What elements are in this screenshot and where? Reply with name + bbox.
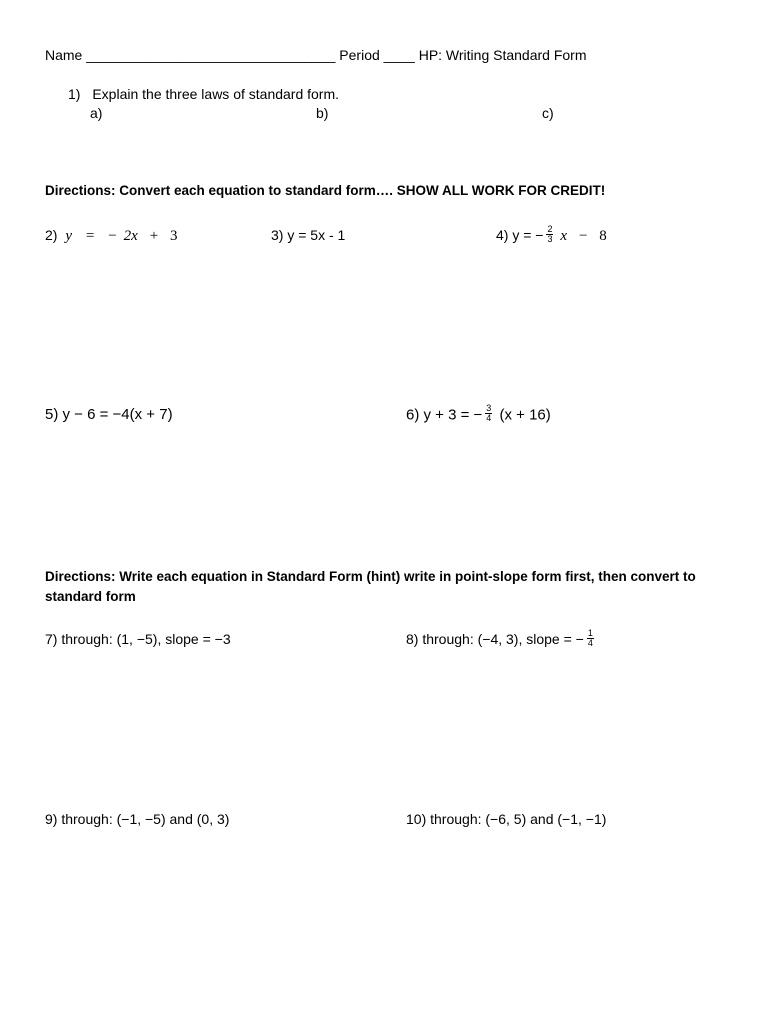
question-2 [45, 227, 178, 245]
question-6-fraction [485, 404, 492, 423]
question-6 [406, 403, 551, 425]
question-3: 3) y = 5x - 1 [271, 227, 346, 243]
section-2-directions-line-1: Directions: Write each equation in Standard Form (hint) write in point-slope form first, then convert to [45, 569, 696, 584]
question-5: 5) y − 6 = −4(x + 7) [45, 406, 173, 423]
question-4-fraction-numerator: 2 [547, 224, 553, 234]
question-2-const: 3 [170, 228, 178, 244]
question-2-minus: − [108, 228, 117, 244]
question-8-fraction-denominator: 4 [587, 638, 593, 648]
page-title: HP: Writing Standard Form [418, 47, 587, 63]
question-4 [496, 224, 607, 246]
period-blank[interactable]: ____ [383, 47, 415, 63]
question-1-number: 1) [68, 86, 81, 102]
name-label: Name [45, 47, 83, 63]
question-6-lead: 6) y + 3 = − [406, 406, 483, 424]
section-2-directions-line-2: standard form [45, 589, 136, 604]
question-9: 9) through: (−1, −5) and (0, 3) [45, 811, 230, 827]
header-line [45, 47, 587, 63]
question-1-part-c: c) [542, 105, 554, 121]
name-blank[interactable]: ________________________________ [86, 47, 336, 63]
question-1-prompt: Explain the three laws of standard form. [92, 86, 340, 102]
question-8-fraction-numerator: 1 [587, 628, 593, 638]
question-1-part-a: a) [90, 105, 103, 121]
question-4-minus: − [578, 228, 588, 245]
question-8 [406, 628, 597, 650]
question-8-fraction [587, 629, 594, 648]
question-6-fraction-denominator: 4 [486, 413, 492, 423]
question-4-fraction [546, 225, 553, 244]
question-2-equals: = [85, 228, 95, 244]
question-2-plus: + [149, 228, 159, 244]
question-7: 7) through: (1, −5), slope = −3 [45, 631, 231, 647]
question-10: 10) through: (−6, 5) and (−1, −1) [406, 811, 607, 827]
question-2-term: 2x [123, 228, 138, 244]
question-1 [68, 86, 339, 102]
question-4-fraction-denominator: 3 [547, 234, 553, 244]
question-2-y: y [65, 228, 73, 244]
section-1-directions: Directions: Convert each equation to standard form…. SHOW ALL WORK FOR CREDIT! [45, 183, 606, 198]
question-4-x: x [560, 228, 568, 245]
question-1-part-b: b) [316, 105, 329, 121]
period-label: Period [339, 47, 380, 63]
question-6-tail: (x + 16) [499, 406, 551, 424]
question-6-fraction-numerator: 3 [486, 403, 492, 413]
question-4-const: 8 [599, 228, 607, 245]
question-4-lead: 4) y = − [496, 227, 544, 244]
question-8-lead: 8) through: (−4, 3), slope = − [406, 631, 584, 648]
question-2-number: 2) [45, 227, 58, 243]
